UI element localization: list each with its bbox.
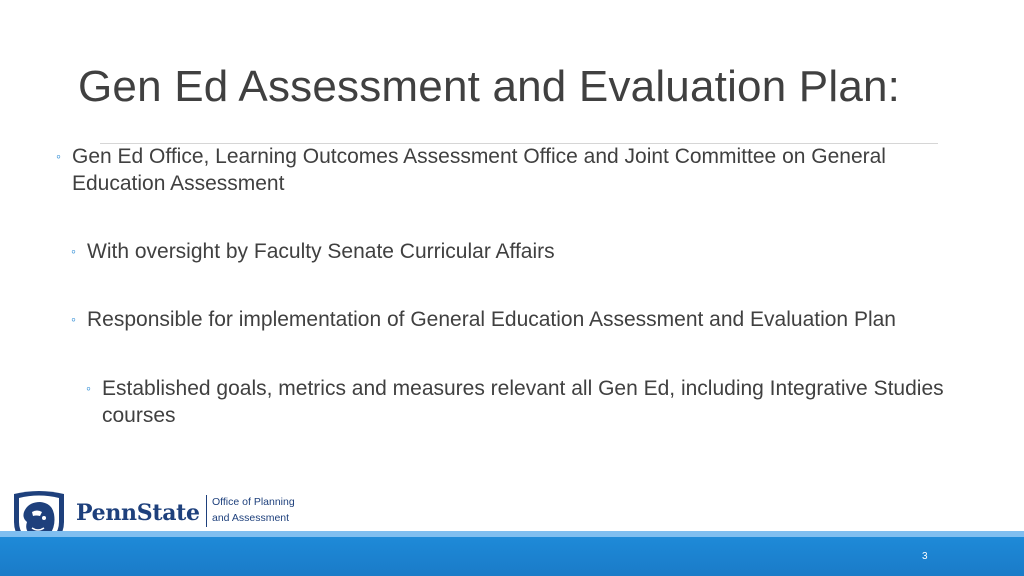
bullet-marker: ◦ — [56, 148, 61, 164]
pennstate-wordmark: PennState — [76, 500, 200, 526]
bullet-level-1 — [56, 143, 981, 197]
logo-divider — [206, 495, 207, 527]
bullet-level-3 — [86, 375, 966, 429]
bullet-marker: ◦ — [86, 380, 91, 396]
bullet-text: With oversight by Faculty Senate Curricular Affairs — [87, 240, 555, 263]
bullet-text: Gen Ed Office, Learning Outcomes Assessment Office and Joint Committee on General Education Assessment — [72, 145, 886, 195]
page-number: 3 — [922, 551, 928, 562]
bullet-marker: ◦ — [71, 311, 76, 327]
office-name-line-1: Office of Planning — [212, 496, 295, 508]
office-name-line-2: and Assessment — [212, 512, 290, 524]
bullet-text: Established goals, metrics and measures relevant all Gen Ed, including Integrative Studies courses — [102, 377, 944, 427]
bullet-level-2 — [71, 306, 1011, 333]
slide-title: Gen Ed Assessment and Evaluation Plan: — [78, 62, 901, 111]
footer-band — [0, 537, 1024, 576]
bullet-text: Responsible for implementation of General Education Assessment and Evaluation Plan — [87, 308, 896, 331]
bullet-marker: ◦ — [71, 243, 76, 259]
bullet-level-2 — [71, 238, 971, 265]
